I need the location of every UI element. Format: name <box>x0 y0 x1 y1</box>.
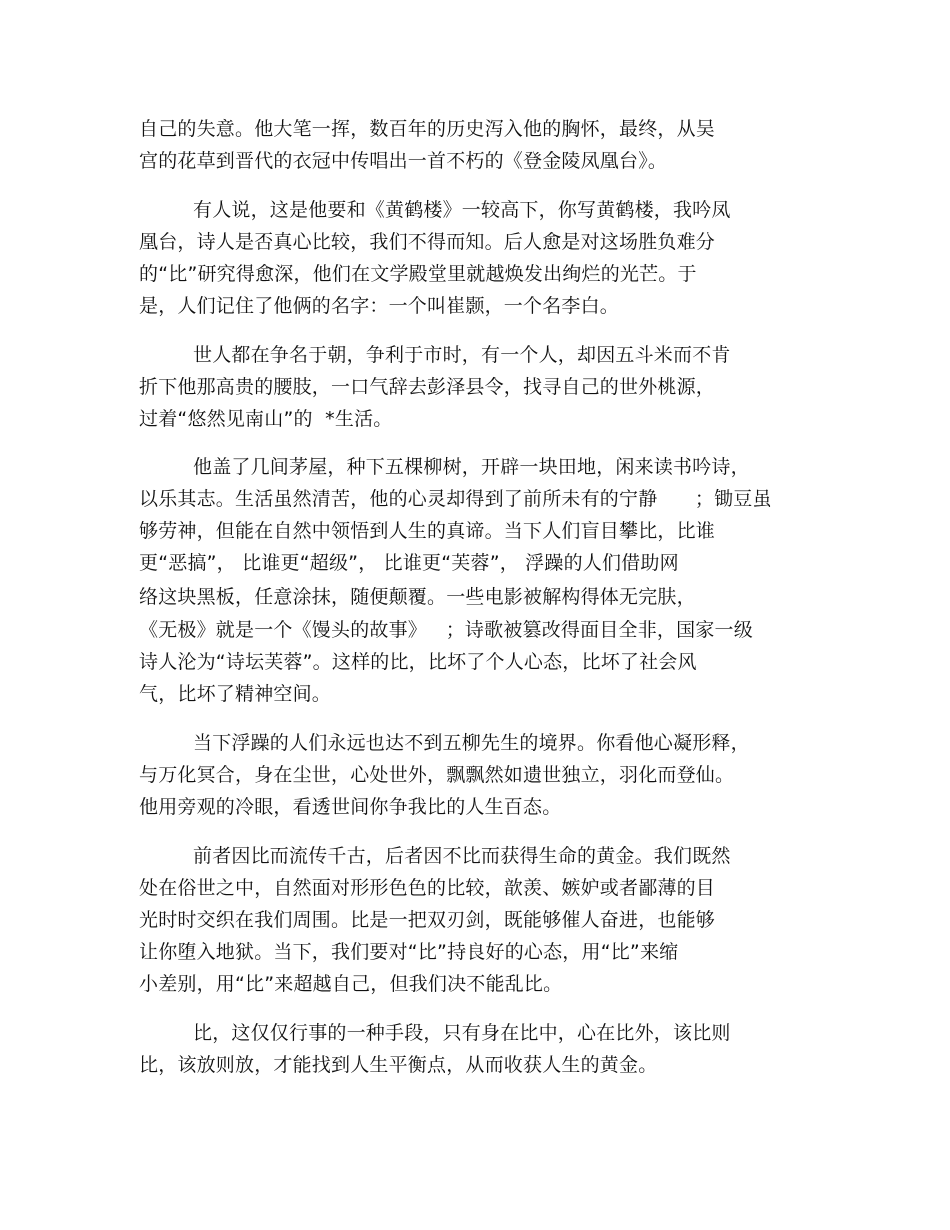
text-line: 让你堕入地狱。当下，我们要对“比”持良好的心态，用“比”来缩 <box>139 941 679 963</box>
text-line: 他盖了几间茅屋，种下五棵柳树，开辟一块田地，闲来读书吟诗， <box>193 456 750 478</box>
text-line: 的“比”研究得愈深，他们在文学殿堂里就越焕发出绚烂的光芒。于 <box>139 263 697 285</box>
text-line: 络这块黑板，任意涂抹，随便颠覆。一些电影被解构得体无完肤， <box>139 586 696 608</box>
text-line: 世人都在争名于朝，争利于市时，有一个人，却因五斗米而不肯 <box>193 344 731 366</box>
text-line: 凰台，诗人是否真心比较，我们不得而知。后人愈是对这场胜负难分 <box>139 231 716 253</box>
text-line: 折下他那高贵的腰肢，一口气辞去彭泽县令，找寻自己的世外桃源， <box>139 376 716 398</box>
text-line: 有人说，这是他要和《黄鹤楼》一较高下，你写黄鹤楼，我吟凤 <box>193 199 731 221</box>
text-line: 前者因比而流传千古，后者因不比而获得生命的黄金。我们既然 <box>193 845 731 867</box>
text-line: 气，比坏了精神空间。 <box>139 683 332 705</box>
text-line: 宫的花草到晋代的衣冠中传唱出一首不朽的《登金陵凤凰台》。 <box>139 150 668 172</box>
text-line: 是，人们记住了他俩的名字：一个叫崔颢，一个名李白。 <box>139 295 620 317</box>
text-line: 光时时交织在我们周围。比是一把双刃剑，既能够催人奋进，也能够 <box>139 909 716 931</box>
text-line: 他用旁观的冷眼，看透世间你争我比的人生百态。 <box>139 796 562 818</box>
text-line: 与万化冥合，身在尘世，心处世外，飘飘然如遗世独立，羽化而登仙。 <box>139 764 735 786</box>
text-line: 《无极》就是一个《馒头的故事》 ；诗歌被篡改得面目全非，国家一级 <box>139 619 753 641</box>
text-line: 诗人沦为“诗坛芙蓉”。这样的比，比坏了个人心态，比坏了社会风 <box>139 651 697 673</box>
text-line: 当下浮躁的人们永远也达不到五柳先生的境界。你看他心凝形释， <box>193 732 750 754</box>
text-line: 小差别，用“比”来超越自己，但我们决不能乱比。 <box>139 973 563 995</box>
text-line: 处在俗世之中，自然面对形形色色的比较，歆羡、嫉妒或者鄙薄的目 <box>139 877 716 899</box>
text-line: 自己的失意。他大笔一挥，数百年的历史泻入他的胸怀，最终，从吴 <box>139 118 716 140</box>
text-line: 比，该放则放，才能找到人生平衡点，从而收获人生的黄金。 <box>139 1054 658 1076</box>
text-line: 比，这仅仅行事的一种手段，只有身在比中，心在比外，该比则 <box>193 1022 731 1044</box>
text-line: 够劳神，但能在自然中领悟到人生的真谛。当下人们盲目攀比，比谁 <box>139 520 716 542</box>
text-line: 以乐其志。生活虽然清苦，他的心灵却得到了前所未有的宁静 ；锄豆虽 <box>139 488 772 510</box>
text-line: 过着“悠然见南山”的 *生活。 <box>139 408 393 430</box>
text-line: 更“恶搞”， 比谁更“超级”， 比谁更“芙蓉”， 浮躁的人们借助网 <box>139 552 679 574</box>
